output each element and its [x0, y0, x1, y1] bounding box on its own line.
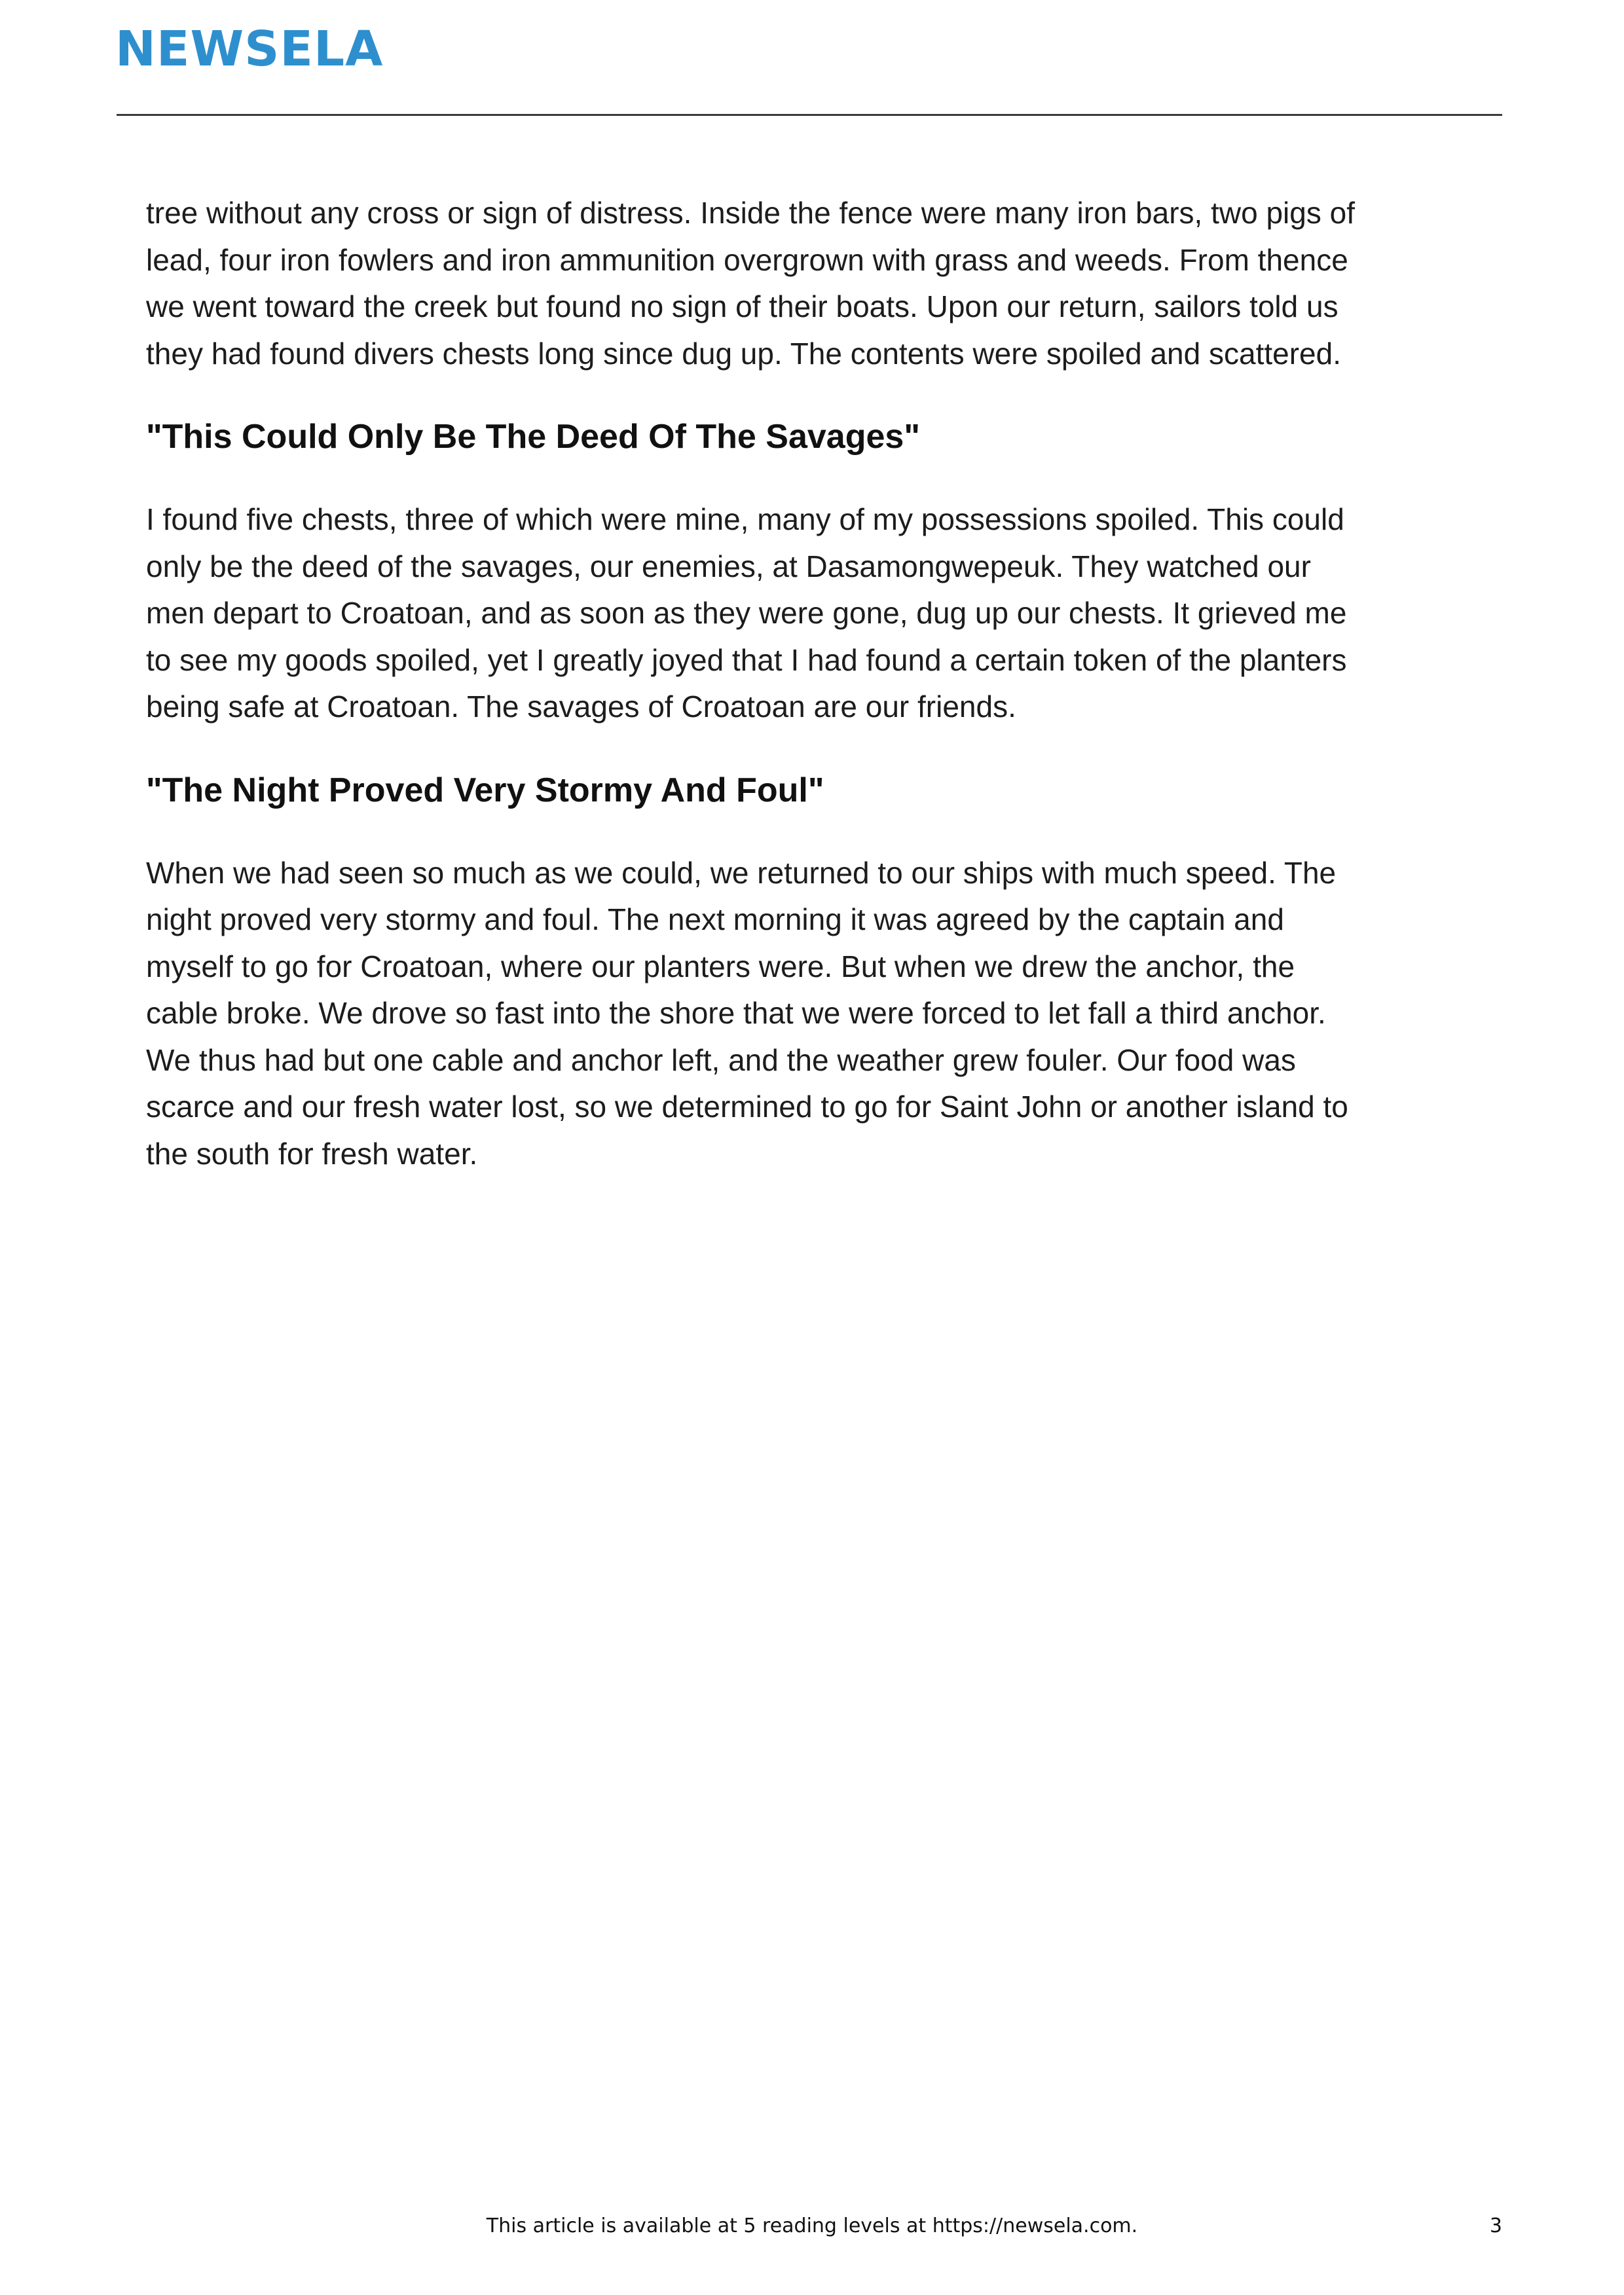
section-heading-savages: "This Could Only Be The Deed Of The Savages" — [146, 418, 920, 456]
paragraph-line: night proved very stormy and foul. The next morning it was agreed by the captain and — [146, 902, 1284, 936]
article-body — [146, 190, 1482, 1177]
newsela-logo: NEWSELA — [115, 21, 384, 77]
paragraph-line: myself to go for Croatoan, where our planters were. But when we drew the anchor, the — [146, 949, 1295, 983]
paragraph-line: they had found divers chests long since dug up. The contents were spoiled and scattered. — [146, 336, 1341, 371]
reading-levels-note: This article is available at 5 reading levels at https://newsela.com. — [486, 2214, 1138, 2237]
paragraph-line: the south for fresh water. — [146, 1136, 478, 1171]
article-paragraph-3 — [146, 850, 1482, 1178]
article-paragraph-1 — [146, 190, 1482, 377]
paragraph-line: When we had seen so much as we could, we returned to our ships with much speed. The — [146, 855, 1337, 890]
article-paragraph-2 — [146, 496, 1482, 731]
paragraph-line: We thus had but one cable and anchor left, and the weather grew fouler. Our food was — [146, 1042, 1296, 1077]
section-heading-stormy-night: "The Night Proved Very Stormy And Foul" — [146, 771, 824, 809]
paragraph-line: I found five chests, three of which were mine, many of my possessions spoiled. This could — [146, 502, 1344, 536]
page-number: 3 — [1489, 2214, 1502, 2237]
paragraph-line: tree without any cross or sign of distress. Inside the fence were many iron bars, two pigs of — [146, 196, 1355, 230]
paragraph-line: being safe at Croatoan. The savages of Croatoan are our friends. — [146, 689, 1016, 724]
paragraph-line: we went toward the creek but found no sign of their boats. Upon our return, sailors told us — [146, 289, 1338, 323]
paragraph-line: men depart to Croatoan, and as soon as they were gone, dug up our chests. It grieved me — [146, 596, 1347, 630]
header-divider — [117, 114, 1502, 116]
paragraph-line: only be the deed of the savages, our enemies, at Dasamongwepeuk. They watched our — [146, 549, 1311, 583]
paragraph-line: to see my goods spoiled, yet I greatly joyed that I had found a certain token of the planters — [146, 642, 1347, 677]
paragraph-line: lead, four iron fowlers and iron ammunition overgrown with grass and weeds. From thence — [146, 242, 1348, 277]
paragraph-line: scarce and our fresh water lost, so we determined to go for Saint John or another island to — [146, 1090, 1348, 1124]
paragraph-line: cable broke. We drove so fast into the shore that we were forced to let fall a third anchor. — [146, 996, 1326, 1030]
